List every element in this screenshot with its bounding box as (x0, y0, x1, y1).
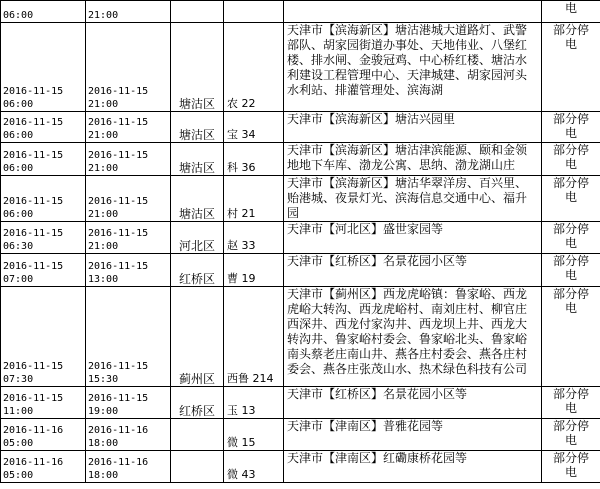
affected-area-cell: 天津市【滨海新区】塘沽津滨能源、颐和金领地地下车库、渤龙公寓、思纳、渤龙湖山庄 (284, 143, 542, 176)
table-row (1, 387, 600, 419)
line-code-cell: 曹 19 (224, 254, 284, 287)
district-cell (171, 451, 224, 483)
status-cell: 部分停 电 (542, 176, 600, 222)
status-cell: 部分停 电 (542, 23, 600, 112)
end-time-cell: 2016-11-15 21:00 (86, 176, 171, 222)
table-row (1, 143, 600, 176)
line-code-cell: 农 22 (224, 23, 284, 112)
district-cell: 塘沽区 (171, 176, 224, 222)
status-cell: 部分停 电 (542, 254, 600, 287)
district-cell: 蓟州区 (171, 287, 224, 387)
start-time-cell: 2016-11-15 07:00 (1, 254, 86, 287)
start-time-cell: 06:00 (1, 1, 86, 23)
outage-table-body (1, 1, 600, 483)
affected-area-cell: 天津市【津南区】普雅花园等 (284, 419, 542, 451)
status-cell: 部分停 电 (542, 287, 600, 387)
status-cell: 部分停 电 (542, 387, 600, 419)
end-time-cell: 2016-11-15 21:00 (86, 23, 171, 112)
end-time-cell: 2016-11-15 21:00 (86, 222, 171, 254)
table-row (1, 112, 600, 143)
district-cell: 塘沽区 (171, 112, 224, 143)
line-code-cell: 微 43 (224, 451, 284, 483)
end-time-cell: 2016-11-15 15:30 (86, 287, 171, 387)
line-code-cell: 玉 13 (224, 387, 284, 419)
end-time-cell: 2016-11-15 13:00 (86, 254, 171, 287)
status-cell: 部分停 电 (542, 143, 600, 176)
status-cell: 部分停 电 (542, 222, 600, 254)
start-time-cell: 2016-11-15 06:00 (1, 143, 86, 176)
line-code-cell: 赵 33 (224, 222, 284, 254)
district-cell: 红桥区 (171, 387, 224, 419)
affected-area-cell: 天津市【滨海新区】塘沽华翠洋房、百兴里、贻港城、夜景灯光、滨海信息交通中心、福升园 (284, 176, 542, 222)
affected-area-cell: 天津市【红桥区】名景花园小区等 (284, 387, 542, 419)
table-row (1, 287, 600, 387)
end-time-cell: 2016-11-16 18:00 (86, 419, 171, 451)
line-code-cell: 微 15 (224, 419, 284, 451)
start-time-cell: 2016-11-15 07:30 (1, 287, 86, 387)
affected-area-cell (284, 1, 542, 23)
affected-area-cell: 天津市【河北区】盛世家园等 (284, 222, 542, 254)
start-time-cell: 2016-11-15 11:00 (1, 387, 86, 419)
line-code-cell: 宝 34 (224, 112, 284, 143)
end-time-cell: 21:00 (86, 1, 171, 23)
affected-area-cell: 天津市【滨海新区】塘沽兴园里 (284, 112, 542, 143)
start-time-cell: 2016-11-16 05:00 (1, 451, 86, 483)
line-code-cell: 科 36 (224, 143, 284, 176)
line-code-cell (224, 1, 284, 23)
table-row (1, 222, 600, 254)
status-cell: 部分停 电 (542, 419, 600, 451)
line-code-cell: 村 21 (224, 176, 284, 222)
end-time-cell: 2016-11-15 19:00 (86, 387, 171, 419)
line-code-cell: 西鲁 214 (224, 287, 284, 387)
end-time-cell: 2016-11-15 21:00 (86, 112, 171, 143)
district-cell: 河北区 (171, 222, 224, 254)
affected-area-cell: 天津市【滨海新区】塘沽港城大道路灯、武警部队、胡家园街道办事处、天地伟业、八堡红楼、排水闸、金骏冠鸡、中心桥红楼、塘沽水利建设工程管理中心、天津城建、胡家园河头水利站、排灌管理处、滨海湖 (284, 23, 542, 112)
end-time-cell: 2016-11-15 21:00 (86, 143, 171, 176)
district-cell: 塘沽区 (171, 143, 224, 176)
table-row (1, 451, 600, 483)
district-cell (171, 419, 224, 451)
district-cell (171, 1, 224, 23)
start-time-cell: 2016-11-16 05:00 (1, 419, 86, 451)
affected-area-cell: 天津市【蓟州区】西龙虎峪镇：鲁家峪、西龙虎峪大转沟、西龙虎峪村、南刘庄村、柳官庄西深井、西龙付家沟井、西龙坝上井、西龙大转沟井、鲁家峪村委会、鲁家峪北头、鲁家峪南头蔡老庄南山井、燕各庄村委会、燕各庄村委会、燕各庄张茂山水、热术绿色科技有公司 (284, 287, 542, 387)
end-time-cell: 2016-11-16 18:00 (86, 451, 171, 483)
status-cell: 部分停 电 (542, 451, 600, 483)
status-cell: 部分停 电 (542, 112, 600, 143)
district-cell: 红桥区 (171, 254, 224, 287)
start-time-cell: 2016-11-15 06:00 (1, 176, 86, 222)
affected-area-cell: 天津市【津南区】红磡康桥花园等 (284, 451, 542, 483)
status-cell: 电 (542, 1, 600, 23)
table-row (1, 1, 600, 23)
start-time-cell: 2016-11-15 06:00 (1, 23, 86, 112)
table-row (1, 23, 600, 112)
start-time-cell: 2016-11-15 06:30 (1, 222, 86, 254)
district-cell: 塘沽区 (171, 23, 224, 112)
table-row (1, 176, 600, 222)
start-time-cell: 2016-11-15 06:00 (1, 112, 86, 143)
table-row (1, 254, 600, 287)
table-row (1, 419, 600, 451)
affected-area-cell: 天津市【红桥区】名景花园小区等 (284, 254, 542, 287)
